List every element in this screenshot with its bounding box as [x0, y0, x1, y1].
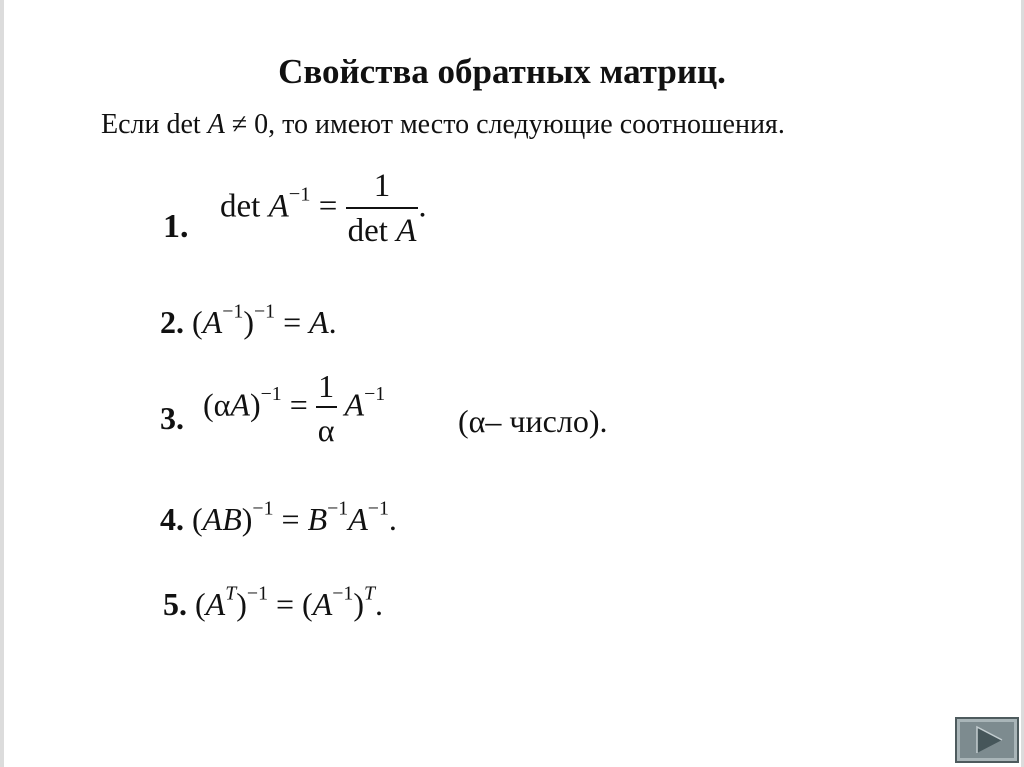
p1-lhs-var: A — [268, 188, 289, 225]
property-4-number: 4. — [160, 501, 184, 537]
intro-prefix: Если det — [101, 109, 208, 140]
intro-line — [101, 111, 785, 139]
property-2-formula: 2. $(A^{-1})^{-1} = A$. — [160, 300, 337, 340]
left-border — [0, 0, 4, 767]
property-5-formula: 5. $(A^T)^{-1} = (A^{-1})^T$. — [163, 582, 384, 622]
property-3-number: 3. — [160, 400, 184, 436]
p1-lhs-sup: −1 — [288, 183, 311, 206]
property-3-note: (α– число). — [458, 403, 608, 439]
intro-var: A — [207, 109, 225, 140]
p3-denominator: α — [316, 406, 337, 446]
property-1-formula — [220, 170, 427, 248]
p1-denominator: det A — [346, 207, 419, 248]
property-2-number: 2. — [160, 304, 184, 340]
p1-eq: = — [310, 188, 346, 225]
property-1-number: 1. — [163, 208, 189, 245]
p3-fraction — [316, 370, 337, 446]
page-title: Свойства обратных матриц. — [278, 52, 726, 91]
p1-fraction — [346, 170, 419, 248]
p3-numerator: 1 — [318, 368, 335, 404]
intro-relation: ≠ 0, то имеют место следующие соотношения. — [224, 109, 785, 140]
p1-end: . — [418, 188, 427, 225]
property-5-number: 5. — [163, 586, 187, 622]
property-3-formula: $(\alpha A)^{-1}$ = $\frac{1}{\alpha}$ $A^{-1}$ — [203, 368, 386, 448]
play-arrow-icon — [957, 719, 1017, 761]
p1-lhs-text: det — [220, 188, 269, 225]
next-slide-button[interactable] — [955, 717, 1019, 763]
property-4-formula: 4. $(AB)^{-1} = B^{-1}A^{-1}$. — [160, 497, 397, 537]
p1-numerator: 1 — [373, 168, 391, 204]
